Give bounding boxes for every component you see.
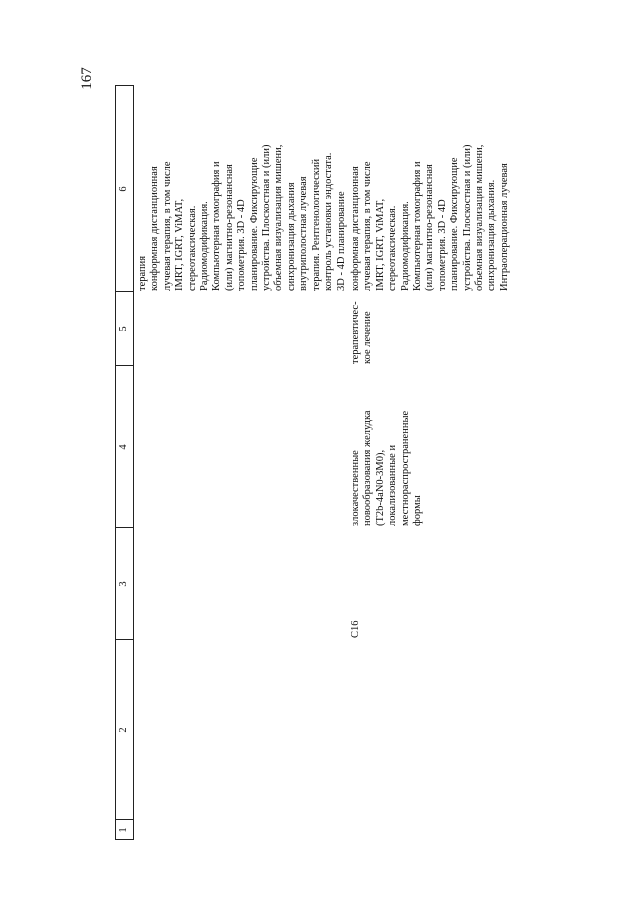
table-top-rule [115, 85, 116, 840]
text-line: локализованные и [387, 444, 399, 526]
text-line: (или) магнитно-резонансная [223, 164, 235, 291]
text-line: внутриполостная лучевая [298, 176, 310, 291]
text-line: (T2b-4aN0-3M0), [374, 449, 386, 526]
text-line: стереотаксическая. [387, 205, 399, 291]
text-line: IMRT, IGRT, ViMAT, [174, 198, 186, 291]
text-line: синхронизация дыхания [285, 182, 297, 291]
text-line: Интраоперационная лучевая [498, 163, 510, 291]
treatment-type-cell [350, 301, 375, 364]
text-line: контроль установки эндостата. [323, 152, 335, 291]
text-line: Компьютерная томография и [412, 161, 424, 291]
header-col-3: 3 [118, 581, 129, 587]
text-line: Радиомодификация. [399, 201, 411, 291]
text-line: злокачественные [350, 450, 361, 526]
text-line: терапия [137, 255, 148, 291]
text-line: (или) магнитно-резонансная [424, 164, 436, 291]
method-cell-top [137, 145, 348, 292]
text-line: планирование. Фиксирующие [449, 157, 461, 291]
text-line: объемная визуализация мишени, [273, 144, 285, 291]
text-line: планирование. Фиксирующие [248, 157, 260, 291]
text-line: 3D - 4D планирование [335, 191, 347, 291]
table-container [115, 85, 535, 840]
text-line: формы [412, 495, 424, 526]
text-line: Компьютерная томография и [211, 161, 223, 291]
text-line: терапевтичес- [350, 301, 361, 364]
text-line: синхронизация дыхания. [486, 179, 498, 291]
text-line: местнораспространенные [399, 410, 411, 526]
header-col-5: 5 [118, 326, 129, 332]
data-table [115, 85, 535, 840]
text-line: терапия. Рентгенологический [310, 158, 322, 291]
method-cell-bottom [350, 145, 511, 292]
header-col-1: 1 [118, 827, 129, 833]
text-line: лучевая терапия, в том числе [362, 161, 374, 291]
text-line: конформная дистанционная [149, 166, 161, 291]
header-col-6: 6 [118, 186, 129, 192]
text-line: стереотаксическая. [186, 205, 198, 291]
header-col-2: 2 [118, 727, 129, 733]
header-bottom-rule [133, 85, 134, 840]
text-line: топометрия. 3D - 4D [236, 199, 248, 291]
text-line: IMRT, IGRT, ViMAT, [374, 198, 386, 291]
text-line: лучевая терапия, в том числе [161, 161, 173, 291]
text-line: конформная дистанционная [350, 166, 361, 291]
text-line: устройства. Плоскостная и (или) [461, 144, 473, 291]
text-line: Радиомодификация. [199, 201, 211, 291]
text-line: объемная визуализация мишени, [474, 144, 486, 291]
text-line: устройства. Плоскостная и (или) [261, 144, 273, 291]
header-col-4: 4 [118, 444, 129, 450]
text-line: топометрия. 3D - 4D [436, 199, 448, 291]
text-line: новообразования желудка [362, 410, 374, 526]
page-number: 167 [78, 67, 95, 90]
code-cell: C16 [350, 620, 361, 638]
diagnosis-cell [350, 410, 424, 526]
text-line: кое лечение [362, 311, 374, 364]
